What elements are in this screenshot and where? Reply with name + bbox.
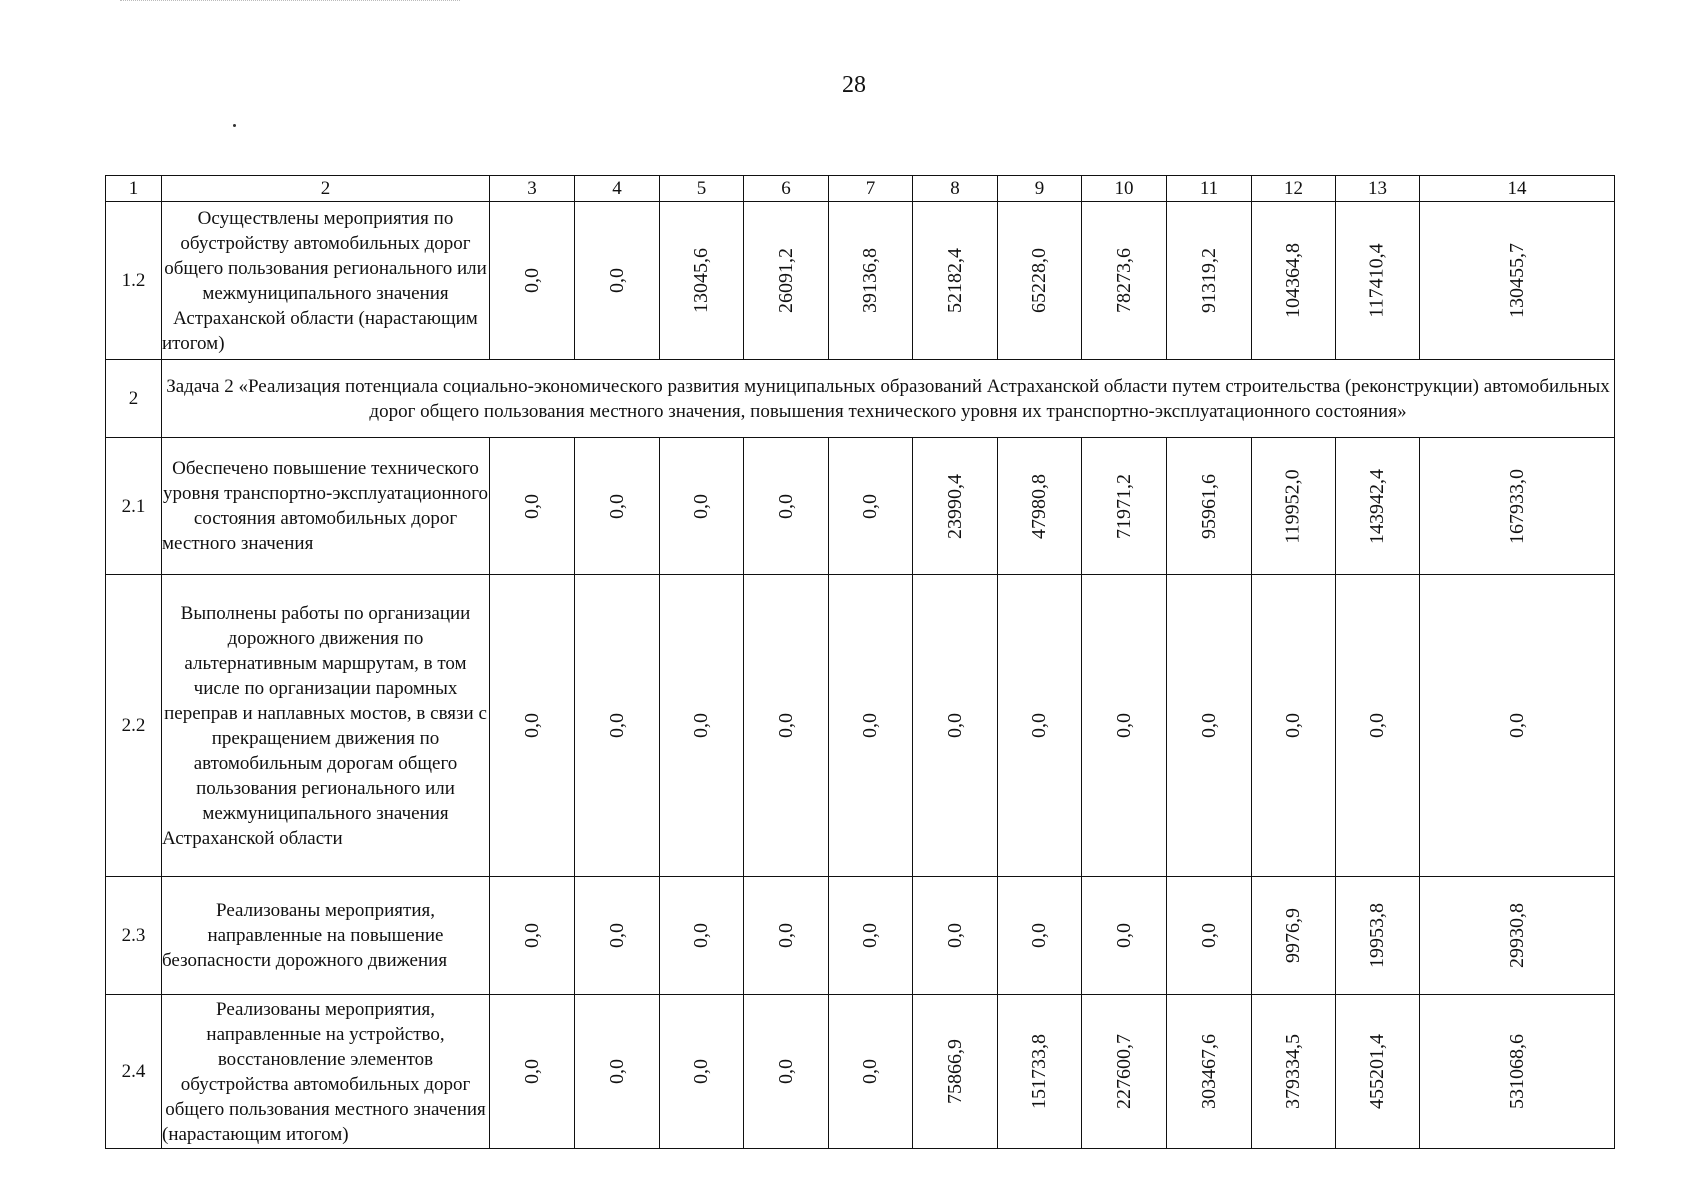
value-cell (660, 438, 744, 575)
column-header: 8 (913, 176, 998, 202)
value-text: 0,0 (1282, 713, 1304, 738)
value-cell (1336, 995, 1420, 1149)
value-cell (998, 438, 1082, 575)
row-number: 2.3 (106, 877, 162, 995)
value-cell (744, 575, 829, 877)
value-text: 0,0 (605, 493, 628, 519)
value-cell (1420, 202, 1615, 360)
value-cell (998, 995, 1082, 1149)
value-cell (575, 202, 660, 360)
value-cell (829, 438, 913, 575)
value-text: 29930,8 (1505, 903, 1528, 968)
value-text: 104364,8 (1282, 243, 1304, 318)
value-text: 71971,2 (1112, 473, 1135, 539)
table-row (106, 995, 1615, 1149)
value-text: 0,0 (1112, 923, 1135, 948)
value-text: 65228,0 (1028, 248, 1050, 313)
task-row (106, 360, 1615, 438)
value-text: 119952,0 (1281, 468, 1304, 544)
value-text: 227600,7 (1112, 1034, 1135, 1109)
table-row (106, 877, 1615, 995)
value-cell (1252, 202, 1336, 360)
page-number: 28 (842, 72, 866, 98)
value-text: 151733,8 (1028, 1034, 1050, 1109)
value-text: 303467,6 (1197, 1034, 1220, 1109)
value-text: 19953,8 (1366, 903, 1388, 968)
value-cell (1420, 438, 1615, 575)
value-cell (1420, 575, 1615, 877)
value-text: 0,0 (774, 923, 797, 948)
value-text: 143942,4 (1366, 468, 1388, 544)
value-text: 0,0 (520, 923, 543, 948)
value-text: 0,0 (520, 1059, 543, 1084)
value-text: 95961,6 (1197, 473, 1220, 539)
column-header: 3 (490, 176, 575, 202)
value-cell (660, 995, 744, 1149)
value-text: 0,0 (690, 923, 712, 948)
value-cell (660, 575, 744, 877)
task-description: Задача 2 «Реализация потенциала социально-экономического развития муниципальных образований Астраханской области путем строительства (реконструкции) автомобильных дорог общего пользования местного значения, повышения технического уровня их транспортно-эксплуатационного состояния» (162, 360, 1615, 438)
value-text: 23990,4 (943, 473, 966, 539)
column-header: 9 (998, 176, 1082, 202)
value-cell (490, 877, 575, 995)
value-cell (575, 575, 660, 877)
value-cell (1252, 877, 1336, 995)
value-text: 0,0 (1505, 713, 1528, 738)
value-cell (829, 202, 913, 360)
indicator-description: Обеспечено повышение технического уровня транспортно-эксплуатационного состояния автомобильных дорог местного значения (162, 438, 490, 575)
table-row (106, 202, 1615, 360)
row-number: 1.2 (106, 202, 162, 360)
value-text: 0,0 (859, 493, 881, 519)
value-cell (660, 877, 744, 995)
value-text: 0,0 (943, 923, 966, 948)
scan-artifact (120, 0, 460, 3)
value-cell (1167, 438, 1252, 575)
value-cell (490, 995, 575, 1149)
value-cell (1420, 877, 1615, 995)
value-text: 0,0 (520, 493, 543, 519)
value-cell (913, 995, 998, 1149)
column-header: 1 (106, 176, 162, 202)
value-text: 0,0 (605, 268, 628, 293)
column-header: 11 (1167, 176, 1252, 202)
value-text: 0,0 (1197, 923, 1220, 948)
value-cell (660, 202, 744, 360)
value-text: 0,0 (774, 713, 797, 738)
value-cell (575, 877, 660, 995)
value-cell (913, 877, 998, 995)
indicator-description: Осуществлены мероприятия по обустройству автомобильных дорог общего пользования регионального или межмуниципального значения Астраханской области (нарастающим итогом) (162, 202, 490, 360)
value-cell (1167, 995, 1252, 1149)
value-cell (913, 438, 998, 575)
value-text: 0,0 (1366, 713, 1388, 738)
value-cell (998, 575, 1082, 877)
column-header: 7 (829, 176, 913, 202)
scan-dot (233, 124, 236, 127)
indicator-description: Реализованы мероприятия, направленные на устройство, восстановление элементов обустройства автомобильных дорог общего пользования местного значения (нарастающим итогом) (162, 995, 490, 1149)
header-row (106, 176, 1615, 202)
value-text: 0,0 (1197, 713, 1220, 738)
value-text: 9976,9 (1282, 908, 1304, 963)
column-header: 10 (1082, 176, 1167, 202)
value-text: 0,0 (1028, 713, 1050, 738)
value-text: 0,0 (774, 493, 797, 519)
value-text: 455201,4 (1366, 1034, 1388, 1109)
value-cell (1252, 575, 1336, 877)
value-text: 0,0 (859, 1059, 881, 1084)
value-text: 117410,4 (1365, 243, 1388, 318)
value-text: 379334,5 (1282, 1034, 1304, 1109)
value-text: 167933,0 (1505, 468, 1528, 544)
data-table (105, 175, 1615, 1149)
indicator-description: Реализованы мероприятия, направленные на повышение безопасности дорожного движения (162, 877, 490, 995)
value-cell (829, 877, 913, 995)
value-text: 75866,9 (943, 1039, 966, 1104)
value-cell (744, 877, 829, 995)
value-cell (744, 995, 829, 1149)
value-text: 531068,6 (1505, 1034, 1528, 1109)
value-cell (1252, 995, 1336, 1149)
column-header: 14 (1420, 176, 1615, 202)
value-text: 26091,2 (774, 248, 797, 313)
value-text: 0,0 (1112, 713, 1135, 738)
column-header: 12 (1252, 176, 1336, 202)
value-cell (744, 438, 829, 575)
value-cell (1336, 202, 1420, 360)
value-cell (1167, 877, 1252, 995)
value-cell (1336, 438, 1420, 575)
value-text: 0,0 (774, 1059, 797, 1084)
column-header: 13 (1336, 176, 1420, 202)
value-text: 0,0 (859, 713, 881, 738)
column-header: 2 (162, 176, 490, 202)
column-header: 6 (744, 176, 829, 202)
row-number: 2.4 (106, 995, 162, 1149)
value-text: 0,0 (690, 493, 712, 519)
value-cell (1082, 202, 1167, 360)
column-header: 5 (660, 176, 744, 202)
row-number: 2.1 (106, 438, 162, 575)
indicator-description: Выполнены работы по организации дорожного движения по альтернативным маршрутам, в том числе по организации паромных переправ и наплавных мостов, в связи с прекращением движения по автомобильным дорогам общего пользования регионального или межмуниципального значения Астраханской области (162, 575, 490, 877)
value-text: 0,0 (605, 1059, 628, 1084)
value-text: 52182,4 (943, 248, 966, 313)
value-cell (913, 575, 998, 877)
value-text: 91319,2 (1197, 248, 1220, 313)
value-text: 0,0 (859, 923, 881, 948)
value-cell (575, 438, 660, 575)
value-text: 0,0 (520, 713, 543, 738)
value-cell (490, 202, 575, 360)
value-text: 0,0 (605, 713, 628, 738)
value-cell (1082, 995, 1167, 1149)
value-cell (1336, 877, 1420, 995)
value-cell (829, 575, 913, 877)
value-text: 0,0 (943, 713, 966, 738)
value-text: 78273,6 (1112, 248, 1135, 313)
value-cell (1167, 202, 1252, 360)
value-cell (829, 995, 913, 1149)
value-cell (575, 995, 660, 1149)
value-cell (1420, 995, 1615, 1149)
value-text: 0,0 (690, 713, 712, 738)
value-cell (744, 202, 829, 360)
value-text: 13045,6 (690, 248, 712, 313)
value-cell (490, 575, 575, 877)
value-text: 0,0 (1028, 923, 1050, 948)
column-header: 4 (575, 176, 660, 202)
value-text: 39136,8 (859, 248, 881, 313)
value-text: 130455,7 (1505, 243, 1528, 318)
value-cell (1082, 877, 1167, 995)
value-cell (998, 202, 1082, 360)
value-text: 0,0 (690, 1059, 712, 1084)
value-text: 0,0 (520, 268, 543, 293)
value-cell (490, 438, 575, 575)
value-cell (998, 877, 1082, 995)
table-row (106, 575, 1615, 877)
row-number: 2 (106, 360, 162, 438)
value-cell (1252, 438, 1336, 575)
value-cell (1082, 575, 1167, 877)
value-cell (1167, 575, 1252, 877)
value-cell (1082, 438, 1167, 575)
value-cell (913, 202, 998, 360)
value-text: 0,0 (605, 923, 628, 948)
value-text: 47980,8 (1028, 473, 1050, 539)
table-row (106, 438, 1615, 575)
value-cell (1336, 575, 1420, 877)
row-number: 2.2 (106, 575, 162, 877)
